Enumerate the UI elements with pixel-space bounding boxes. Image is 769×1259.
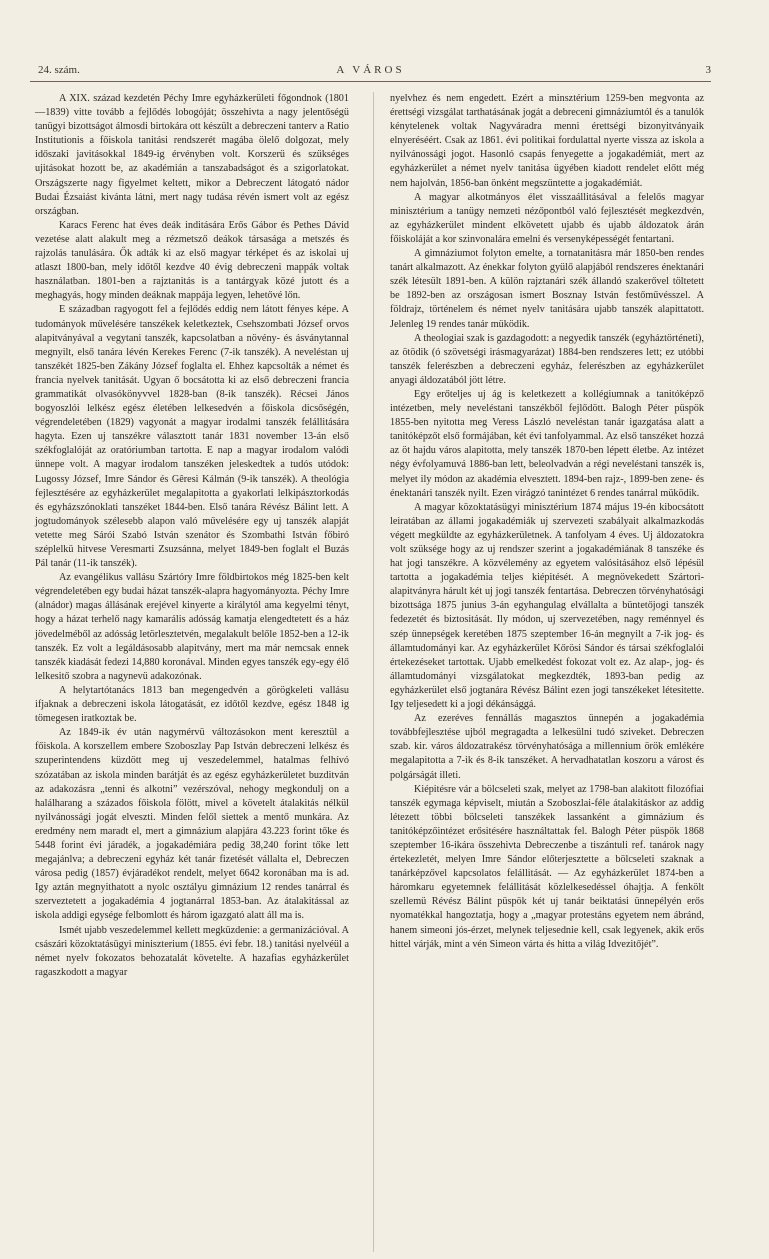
paragraph: A theologiai szak is gazdagodott: a negyedik tanszék (egyháztörténeti), az ötödik (ó szövetségi irásmagyarázat) 1884-ben rendszeres lett; ez utóbbi tanszék felerészben a debreczeni egyház, felerészben az egyházkerület anyagi áldozatából jött létre. <box>390 332 704 386</box>
paragraph: Ismét ujabb veszedelemmel kellett megküzdenie: a germanizációval. A császári közoktatásügyi miniszterium (1855. évi febr. 18.) tanitási nyelvéül a német nyelv fokozatos behozatalát követelte. A hazafias egyházkerület ragaszkodott a magyar <box>35 924 349 978</box>
paragraph: A XIX. század kezdetén Péchy Imre egyházkerületi főgondnok (1801—1839) vitte tovább a fejlődés lobogóját; összehivta a nagy jelentőségü tanügyi bizottságot álmosdi birtokára ott készült a debreczeni tanterv a Ratio Institutionis a főiskola tanitási rendszerét magába ölelő dolgozat, mely időszaki javitásokkal 1849-ig érvényben volt. Korszerü és szükséges ujitásokat hozott be, az akadémián a tanszabadságot és a szigorlatokat. Országszerte nagy figyelmet keltett, mikor a Debreczent látogató nádor Budai Ézsaiást kivánta látni, mert nagy tudása révén ismert volt az egész országban. <box>35 93 349 217</box>
paragraph: A gimnáziumot folyton emelte, a tornatanitásra már 1850-ben rendes tanárt alkalmazott. Az énekkar folyton gyülő alapjából rendszeres énektanári szék létesült 1891-ben. A külön rajztanári szék állandó szakerővel töltetett be 1892-ben az országosan ismert Bosznay István festőművésszel. A földrajz, történelem és német nyelv tanitására ujabb tanszék alapittatott. Jelenleg 19 rendes tanár müködik. <box>390 248 704 330</box>
issue-number: 24. szám. <box>38 64 80 76</box>
page-header <box>30 64 711 82</box>
paragraph: Az 1849-ik év után nagymérvü változásokon ment keresztül a főiskola. A korszellem embere Szoboszlay Pap István debreczeni lelkész és szuperintendens küzdött meg uj veszedelemmel, hatalmas felhívó szózatában az iskola minden barátját és az egész egyházkerületet buzditván az adakozásra „tenni és alkotni” vezérszóval, nehogy megkondulj on a halálharang a százados főiskola fölött, mivel a követelt átalakitás nélkül nyilvánossági jogát elveszti. Minden felől siettek a mentő munkára. Az eredmény nem maradt el, mert a gimnázium alapjára 43.223 forint tőke és 5448 forint évi járadék, a jogakadémiára pedig 38,240 forint tőke lett megajánlva; a debreczeni egyház két tanár fizetését vállalta el, Debreczen városa pedig (1857) évjáradékot rendelt, melyet 6642 koronában ma is ad. Igy aztán megnyithatott a nyolc osztályu gimnázium 12 rendes tanárral és szerveztetett a jogakadémia 4 jogtanárral 1853-ban. Az átalakitással az iskola addigi egysége felbomlott és három igazgató alatt áll ma is. <box>35 727 349 922</box>
paragraph: Az ezeréves fennállás magasztos ünnepén a jogakadémia továbbfejlesztése ujból megragadta a lelkesülni tudó sziveket. Debreczen szab. kir. város áldozatrakész törvényhatósága a millennium örök emlékére megalapitotta a 7-ik és 8-ik tanszéket. A hervadhatatlan koszoru a várost és polgárságát illeti. <box>390 713 704 781</box>
header-rule <box>30 81 711 82</box>
paragraph: nyelvhez és nem engedett. Ezért a minsztérium 1259-ben megvonta az érettségi vizsgálat tarthatásának jogát a debreceni gimnáziumtól és a tanulók kénytelenek voltak Nagyváradra menni érettségi bizonyitványaik elnyeréséért. Csak az 1861. évi politikai fordulattal nyerte vissza az iskola a nyilvánossági jogot. Hasonló csapás fenyegette a jogakadémiát, mert az egyházkerület a német nyelv tanitása ügyében kiadott rendelet előtt még nem hajolván, 1856-ban önként megszüntette a jogakadémiát. <box>390 93 704 189</box>
right-column <box>390 92 704 952</box>
paragraph: A helytartótanács 1813 ban megengedvén a görögkeleti vallásu ifjaknak a debreczeni iskola látogatását, ez időtől kezdve, egész 1848 ig tömegesen iratkoztak be. <box>35 684 349 725</box>
left-column <box>35 92 349 980</box>
publication-title: A VÁROS <box>336 64 405 76</box>
paragraph: A magyar alkotmányos élet visszaállitásával a felelős magyar minisztérium a tanügy nemzeti nézőpontból való fejlesztését megkezdvén, az egyházkerület mindent elkövetett ujabb és ujabb áldozatok árán főiskoláját a kor szinvonalára emelni és versenyképességét fentartani. <box>390 191 704 245</box>
paragraph: A magyar közoktatásügyi minisztérium 1874 május 19-én kibocsátott leiratában az állami jogakadémiák uj szervezeti szabályait alkalmazkodás végett megküldte az egyházkerületnek. A tanfolyam 4 éves. Uj áldozatokra volt szüksége hogy az uj rendszer szerint a jogakadémiának 8 tanszéke és hat jogi tanszékre. A közvélemény az egyetem valósitásához első lépésül tartotta a jogakadémia teljes kiépitését. A megnövekedett Szártori-alapitványra hárult két uj jogi tanszék fentartása. Debreczen törvényhatósági bizottsága 1875 junius 3-án egyhangulag elvállalta a büntetőjogi tanszék fedezetét és biztositását. Ily módon, uj szervezetében, nagy reménnyel és szép ünnepségek keretében 1875 szeptember 16-án megnyilt a 7-ik jog- és államtudományi kar. Az egyházkerület Kőrösi Sándor és társai székfoglalói értekezéseket tartottak. Ujabb emelkedést fokozat volt ez. Az alap-, jog- és államtudományi vizsgálatokat megkezdték, 1893-ban pedig az egyházkerület első jogtanára Révész Bálint ezen jogi tanszékeket létesitette. Igy teljesedett ki a jogi dékánsággá. <box>390 501 704 711</box>
paragraph: Az evangélikus vallásu Szártóry Imre földbirtokos még 1825-ben kelt végrendeletében egy budai házat tanszék-alapra hagyományozta. Péchy Imre (alnádor) magas állásának erejével kinyerte a királytól ama kegyelmi tényt, hogy a házat terhelő nagy kamarális adósság kamatja elengedtetett és a ház jövedelméből az adósság letörlesztetvén, megalakult belőle 1852-ben a 12-ik tanszék. Ez volt a legáldásosabb alapitvány, mert ma már nemcsak ennek tanszék kiadását fedezi 14,880 koronával. Minden egyes tanszék egy-egy élő lelkesitő szobra a nagynevü adakozónak. <box>35 572 349 682</box>
paragraph: E században ragyogott fel a fejlődés eddig nem látott fényes képe. A tudományok művelésére tanszékek keletkeztek, Csehszombati József orvos alapitványával a vegytani tanszék, kapcsolatban a növény- és ásványtannal megnyilt, első tanára lévén Kerekes Ferenc (7-ik tanszék). A neveléstan uj tanszékét 1825-ben Zákány József foglalta el. Ehhez kapcsolták a német és francia nyelvek tanitását. Ugyan ő bocsátotta ki az első debreczeni francia grammatikát olvasókönyvvel 1828-ban (8-ik tanszék). Récsei János bogyoszlói lelkész egész életében lelkesedvén a főiskola dicsőségén, végrendeletében (1829) vagyonát a magyar irodalmi tanszék felállitására hagyta. Ezen uj tanszékre választott tanár 1831 november 13-án első székfoglalóját az oratóriumban tartotta. E nap a magyar irodalom valódi ünnepe volt. A magyar irodalom tanszéken jeleskedtek a tudós utódok: Lugossy József, Imre Sándor és Gêresi Kálmán (9-ik tanszék). A theológia fejlesztésére az egyházkerület megalapitotta a gyakorlati lelkipásztorkodás és egyházszónoklati tanszéket 1844-ben. Első tanára Révész Bálint lett. A jogtudományok szélesebb alapon való művelésére egy uj tanszék alapját vetette meg Sárói Szabó István szenátor és Szombathi István főbiró széplelkü hitvese Veresmarti Zsuzsánna, melyet 1849-ben foglalt el Buzás Pál tanár (11-ik tanszék). <box>35 304 349 570</box>
paragraph: Karacs Ferenc hat éves deák inditására Erős Gábor és Pethes Dávid vezetése alatt alakult meg a rézmetsző deákok társasága a metszés és rajzolás tanulására. Ők adták ki az első magyar térképet és az iskolai uj atlaszt 1800-ban, mely időtől kezdve 40 évig debreczeni mappák voltak használatban. 1801-ben a rajztanitás is a tantárgyak közé jutott és a meghagyás, hogy minden deáknak mappája legyen, lehetővé lőn. <box>35 219 349 302</box>
page-number: 3 <box>705 64 711 76</box>
paragraph: Egy erőteljes uj ág is keletkezett a kollégiumnak a tanitóképző intézetben, mely neveléstani tanszékből fejlődött. Balogh Péter püspök 1855-ben nyitotta meg Veress László neveléstan tanár igazgatása alatt a tanitóképzőt első formájában, két évi tanfolyammal. Az első tanszéket hozzá az öt hajdu város alapitotta, mely tanszék 1870-ben lépett életbe. Az intézet négy évfolyamuvá 1886-ban lett, beleolvadván a régi neveléstani tanszék is, melyet ily módon az akadémia elvesztett. 1894-ben rajz-, 1899-ben zene- és énektanári tanszék nyilt. Ezen virágzó tanintézet 6 rendes tanárral müködik. <box>390 388 704 499</box>
paragraph: Kiépitésre vár a bölcseleti szak, melyet az 1798-ban alakitott filozófiai tanszék egymaga képviselt, miután a Szoboszlai-féle átalakitáskor az addig létezett többi bölcseleti tanszékek lassanként a gimnázium és tanitóképzőintézet erősitésére használtattak fel. Balogh Péter püspök 1868 szeptember 16-ikára összehivta Debreczenbe a tiszántuli ref. tanárok nagy értekezletét, melyen Imre Sándor előterjesztette a bölcseleti szaknak a tanárképzővel kapcsolatos felállitását. — Az egyházkerület 1874-ben a háromkaru egyetemnek felállitását közlelkesedéssel óhajtja. A fenkölt szellemü Révész Bálint püspök két uj tanár beiktatási ünnepélyén erős nyomatékkal hangoztatja, hogy a „magyar protestáns egyetem nem ábránd, hanem simeoni jós-érzet, melynek teljesednie kell, csak legyenek, akik erős hittel várják, mint a vén Simeon várta és hitta a világ Idvezitőjét”. <box>390 783 704 950</box>
column-divider <box>373 92 374 1252</box>
